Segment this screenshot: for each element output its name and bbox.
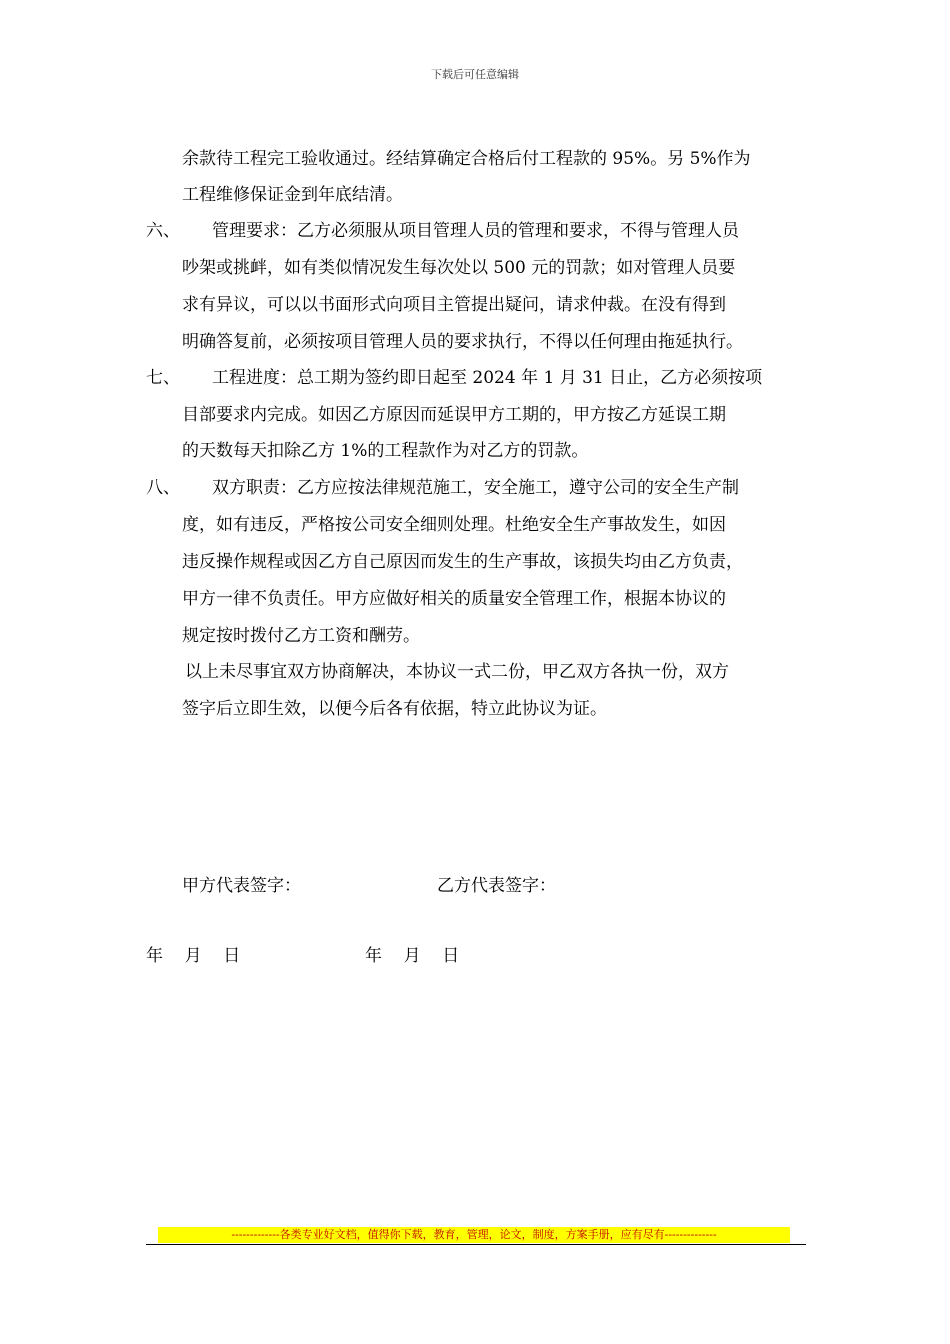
paragraph-line: 余款待工程完工验收通过。经结算确定合格后付工程款的 95%。另 5%作为 — [182, 149, 751, 169]
section-line: 违反操作规程或因乙方自己原因而发生的生产事故，该损失均由乙方负责， — [182, 552, 743, 572]
section-line: 明确答复前，必须按项目管理人员的要求执行，不得以任何理由拖延执行。 — [182, 332, 743, 352]
section-line: 甲方一律不负责任。甲方应做好相关的质量安全管理工作，根据本协议的 — [182, 589, 726, 609]
paragraph-line: 工程维修保证金到年底结清。 — [182, 185, 403, 205]
closing-line: 签字后立即生效，以便今后各有依据，特立此协议为证。 — [182, 699, 607, 719]
section-number: 七、 — [146, 368, 180, 388]
party-b-signature-label: 乙方代表签字： — [437, 876, 556, 896]
footer-divider — [146, 1244, 806, 1245]
footer-banner: -------------各类专业好文档，值得你下载，教育，管理，论文，制度，方案手册，应有尽有-------------- — [158, 1227, 790, 1243]
page-header: 下载后可任意编辑 — [431, 68, 519, 81]
section-line: 吵架或挑衅，如有类似情况发生每次处以 500 元的罚款；如对管理人员要 — [182, 258, 736, 278]
section-line: 的天数每天扣除乙方 1%的工程款作为对乙方的罚款。 — [182, 441, 589, 461]
section-line: 度，如有违反，严格按公司安全细则处理。杜绝安全生产事故发生，如因 — [182, 515, 726, 535]
section-line: 工程进度：总工期为签约即日起至 2024 年 1 月 31 日止，乙方必须按项 — [212, 368, 763, 388]
section-line: 管理要求：乙方必须服从项目管理人员的管理和要求，不得与管理人员 — [212, 221, 739, 241]
section-number: 八、 — [146, 478, 180, 498]
party-a-signature-label: 甲方代表签字： — [182, 876, 301, 896]
section-number: 六、 — [146, 221, 180, 241]
party-a-date: 年 月 日 — [146, 946, 241, 966]
section-line: 目部要求内完成。如因乙方原因而延误甲方工期的，甲方按乙方延误工期 — [182, 405, 726, 425]
section-line: 规定按时拨付乙方工资和酬劳。 — [182, 626, 420, 646]
section-line: 双方职责：乙方应按法律规范施工，安全施工，遵守公司的安全生产制 — [212, 478, 739, 498]
section-line: 求有异议，可以以书面形式向项目主管提出疑问，请求仲裁。在没有得到 — [182, 295, 726, 315]
party-b-date: 年 月 日 — [365, 946, 460, 966]
closing-line: 以上未尽事宜双方协商解决，本协议一式二份，甲乙双方各执一份，双方 — [185, 662, 729, 682]
